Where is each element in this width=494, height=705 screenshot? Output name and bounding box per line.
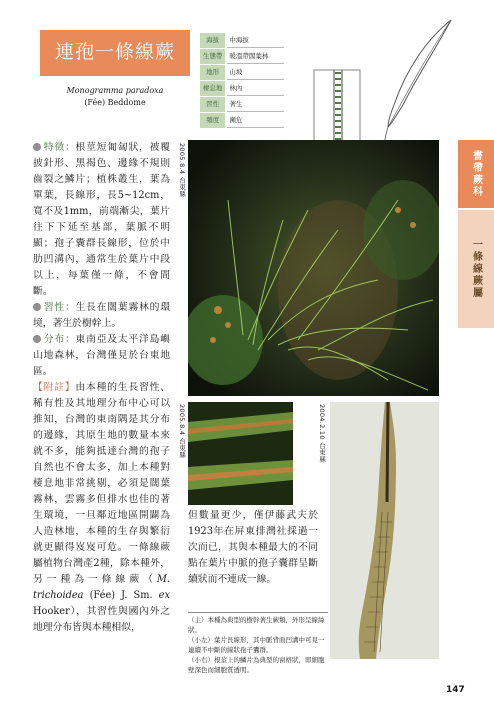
note-ex-italic: ex — [158, 590, 170, 601]
info-table — [200, 33, 284, 129]
title-box — [40, 30, 190, 122]
page-number: 147 — [446, 685, 465, 695]
distribution-text: 東南亞及太平洋島嶼山地森林，台灣僅見於台東地區。 — [33, 334, 171, 377]
info-row-habitat — [200, 81, 284, 96]
note-small-left: （小左）葉片長線形，其中脈背面凹溝中可見一連續不中斷的線狀孢子囊群。 — [188, 636, 325, 654]
photo-notes — [188, 612, 328, 675]
fern-sketch-illustration — [306, 15, 466, 150]
info-row-terrain — [200, 65, 284, 80]
info-value: 山坡 — [227, 65, 284, 80]
bullet-icon — [33, 335, 41, 343]
habit-label: 習性： — [43, 302, 76, 313]
info-key: 地形 — [200, 65, 225, 80]
tab-family-label: 書帶蕨科 — [470, 150, 482, 198]
leaf-photo — [188, 402, 293, 505]
info-key: 海拔 — [200, 33, 225, 48]
note-paragraph — [33, 380, 170, 636]
distribution-paragraph — [33, 332, 170, 380]
note-label: 【附註】 — [33, 382, 76, 393]
features-paragraph — [33, 140, 170, 300]
info-value: 暖溫帶闊葉林 — [227, 49, 284, 64]
info-key: 棲息地 — [200, 81, 225, 96]
info-value: 林內 — [227, 81, 284, 96]
page-title: 連孢一條線蕨 — [54, 41, 175, 63]
habit-paragraph — [33, 300, 170, 332]
habit-text: 生長在闊葉霧林的環境，著生於樹幹上。 — [33, 302, 171, 329]
info-row-frequency — [200, 113, 284, 128]
features-label: 特徵： — [43, 142, 76, 153]
tab-family — [458, 140, 494, 208]
tab-genus — [458, 210, 494, 328]
info-row-ecozone — [200, 49, 284, 64]
leaf-photo-caption: 2005.8.4 台東縣 — [178, 404, 186, 459]
body-text-column — [33, 140, 170, 636]
note-main: （主）本種為典型的樹幹著生蕨類，外形呈線絲狀。 — [188, 616, 325, 634]
info-key: 頻度 — [200, 113, 225, 128]
note-small-right: （小右）根莖上的鱗片為典型的窗格狀，即細胞壁深色而細胞質透明。 — [188, 656, 325, 674]
info-key: 生態帶 — [200, 49, 225, 64]
microscope-photo — [330, 402, 439, 659]
note-text: 由本種的生長習性、稀有性及其地理分布中心可以推知，台灣的東南隅是其分布的邊緣，其原生地的數量本來就不多，能夠抵達台灣的孢子自然也不會太多，加上本種對棲息地非常挑剔，必須是闊葉霧林，雲霧多但排水也佳的著生環境，一旦鄰近地區開闢為人造林地，本種的生存與繁衍就更顯得岌岌可危。一條線蕨屬植物台灣產2種，除本種外，另一種為一條線蕨（ — [33, 382, 171, 585]
micro-photo-caption: 2004.2.10 台東縣 — [318, 404, 326, 463]
main-photo-caption: 2005.8.4 台東縣 — [178, 143, 186, 198]
info-key: 習性 — [200, 97, 225, 112]
bullet-icon — [33, 303, 41, 311]
note-text-3: Hooker），其習性與國內外之地理分布皆與本種相似， — [33, 606, 170, 633]
tab-genus-label: 一條線蕨屬 — [470, 239, 482, 299]
info-value: 中海拔 — [227, 33, 284, 48]
main-photo — [188, 140, 439, 396]
bullet-icon — [33, 143, 41, 151]
scientific-name: Monogramma paradoxa — [66, 86, 164, 95]
distribution-label: 分布： — [43, 334, 76, 345]
note-species-italic: M. trichoidea — [33, 574, 170, 601]
note-text-2: (Fée) J. Sm. — [83, 590, 159, 601]
info-row-habit — [200, 97, 284, 112]
continued-paragraph: 但數量更少，僅伊藤武夫於1923年在屏東排灣社採過一次而已，其與本種最大的不同點在葉片中脈的孢子囊群呈斷續狀而不連成一線。 — [188, 510, 318, 585]
info-value: 瀕危 — [227, 113, 284, 128]
info-row-altitude — [200, 33, 284, 48]
info-value: 著生 — [227, 97, 284, 112]
features-text: 根莖短匍匐狀，被覆披針形、黑褐色、邊緣不規則齒裂之鱗片；植株叢生，葉為單葉，長線形，長5~12cm，寬不及1mm，前端漸尖，葉片往下下延至基部，葉脈不明顯；孢子囊群長線形，位於中肋凹溝內，通常生於葉片中段以上，每葉僅一條，不會間斷。 — [33, 142, 171, 297]
scientific-authority: (Fée) Beddome — [84, 98, 146, 107]
